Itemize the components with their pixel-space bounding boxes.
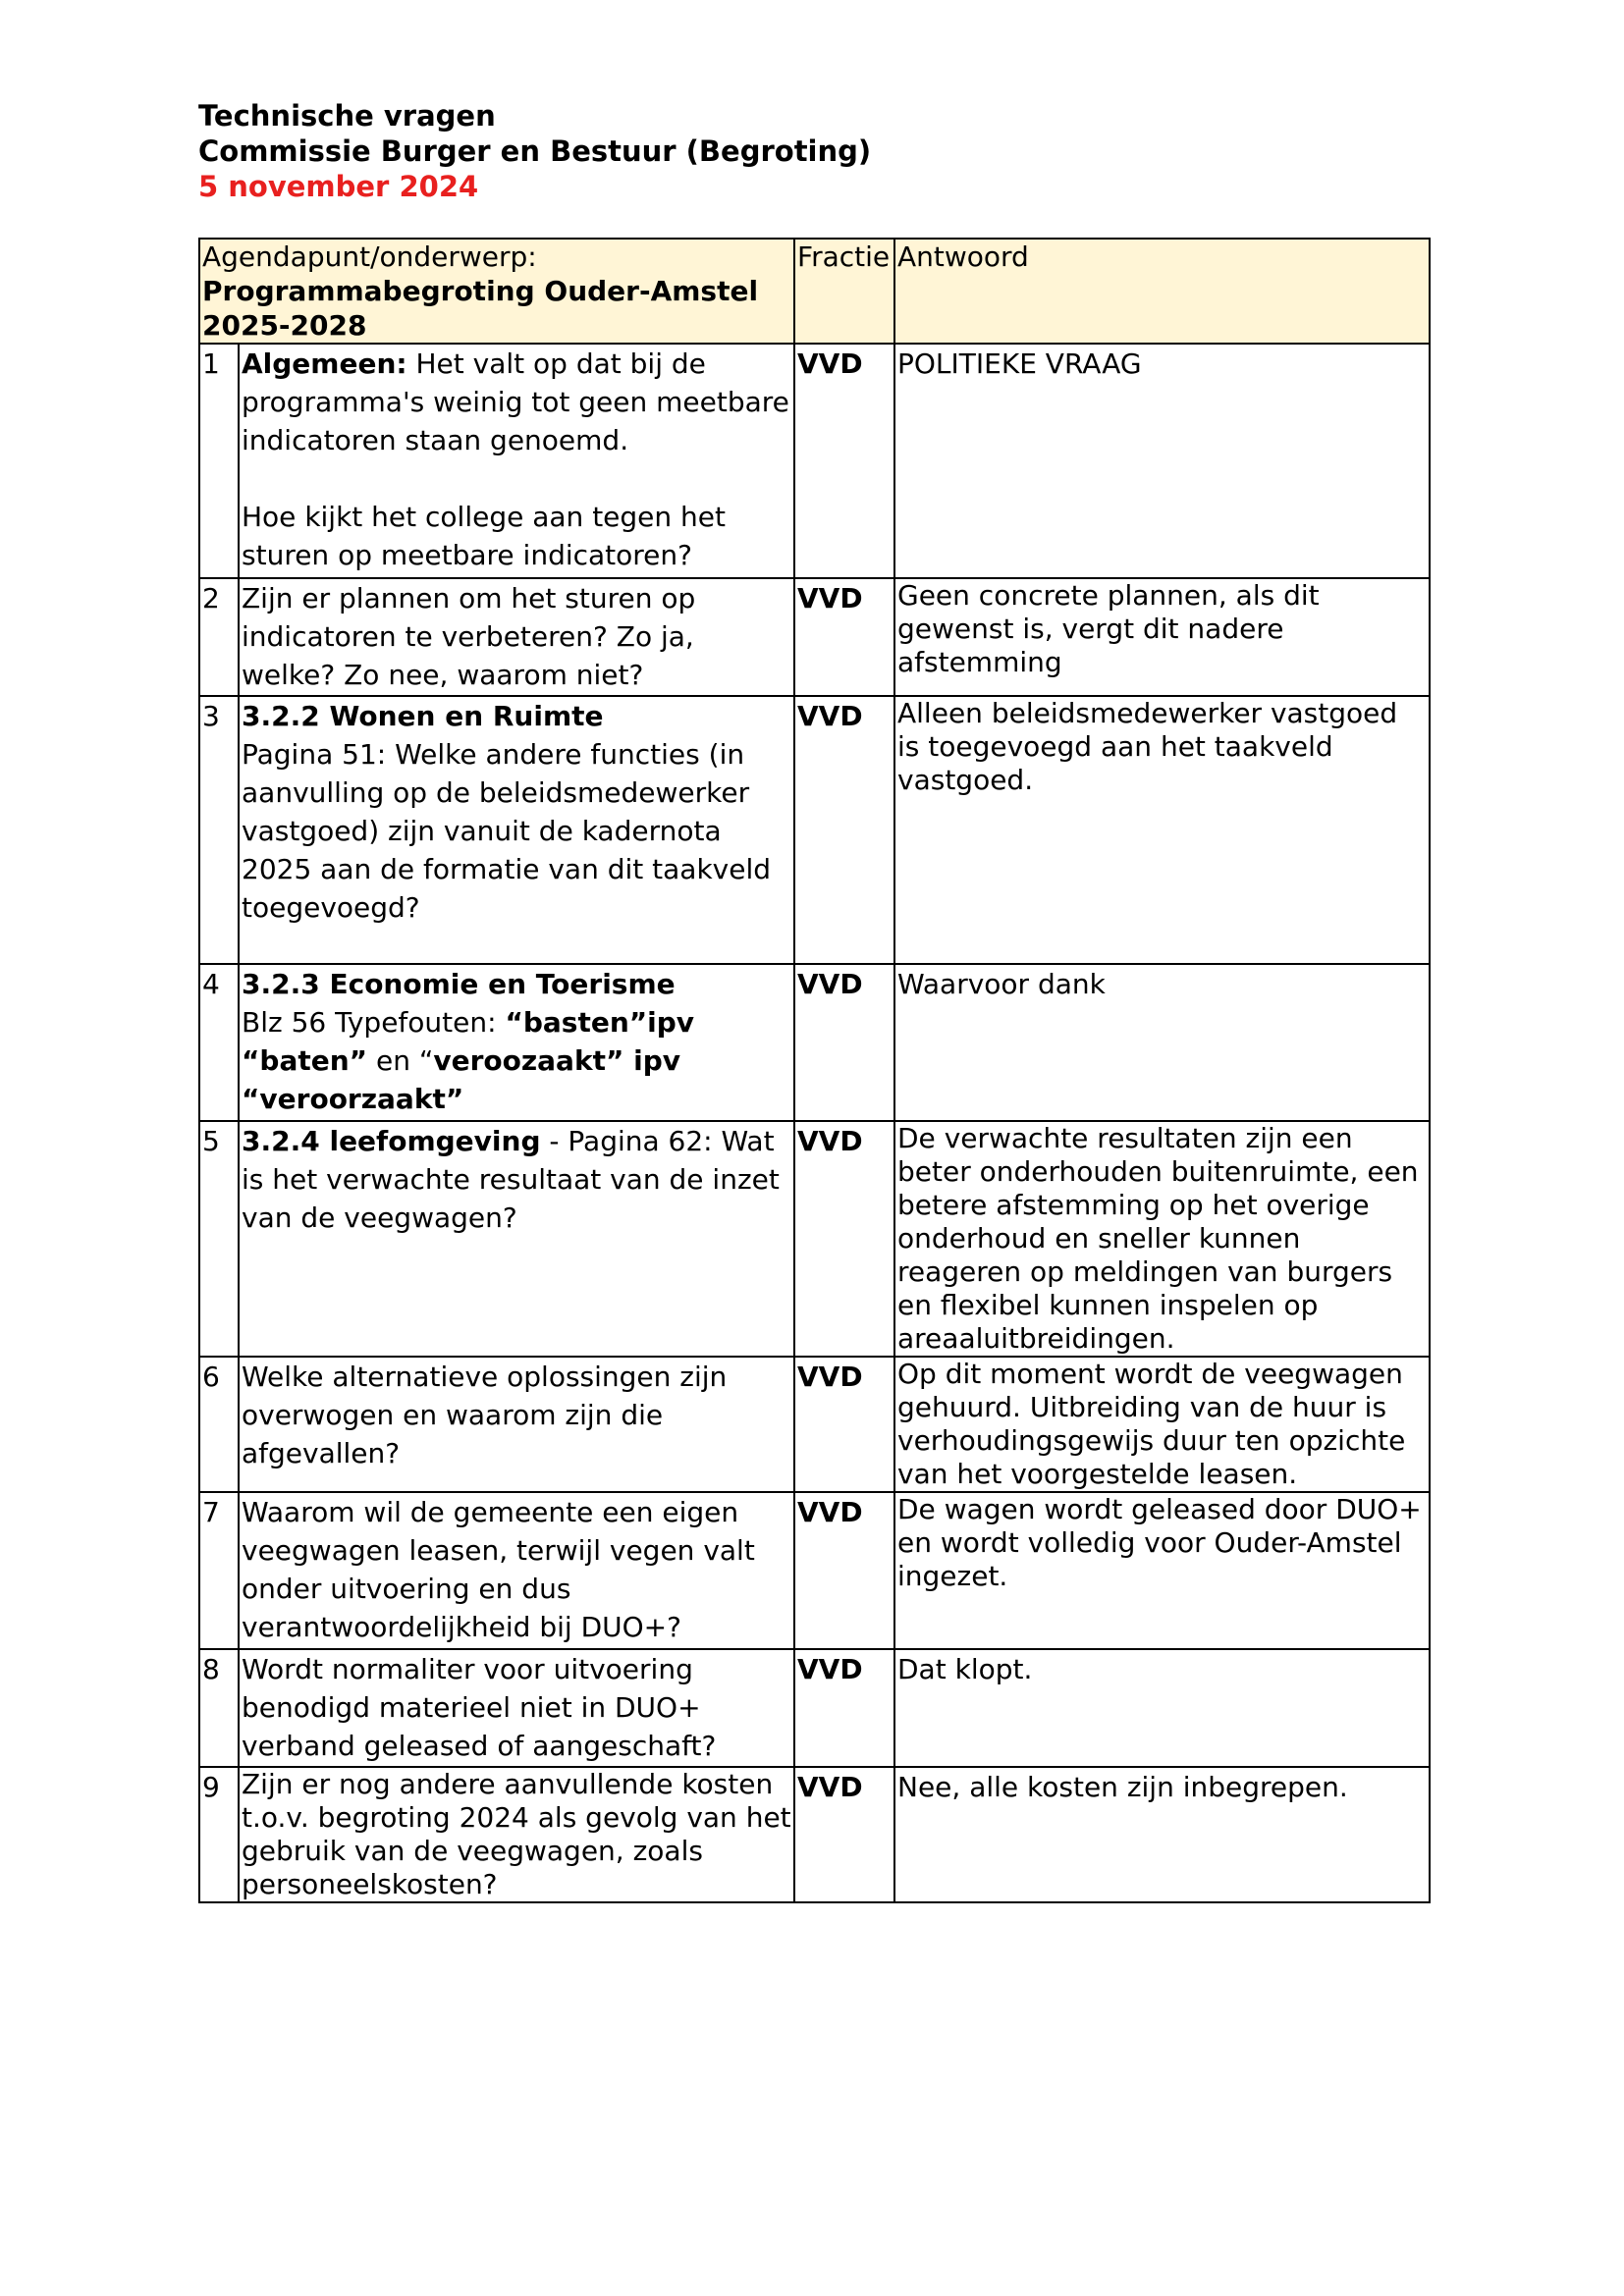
question-text: Blz 56 Typefouten: xyxy=(242,1006,506,1039)
fractie-cell xyxy=(794,1649,894,1767)
subject-title: Programmabegroting Ouder-Amstel 2025-2028 xyxy=(202,275,759,342)
fractie-header: Fractie xyxy=(794,239,894,344)
question-cell xyxy=(239,1121,794,1357)
table-row xyxy=(199,1121,1430,1357)
table-header-row xyxy=(199,239,1430,344)
table-row xyxy=(199,1767,1430,1902)
fractie-value: VVD xyxy=(797,347,863,380)
subject-label: Agendapunt/onderwerp: xyxy=(202,240,537,273)
row-number: 6 xyxy=(199,1357,239,1492)
answer-cell: De verwachte resultaten zijn een beter onderhouden buitenruimte, een betere afstemming op het overige onderhoud en sneller kunnen reageren op meldingen van burgers en flexibel kunnen inspelen op areaaluitbreidingen. xyxy=(894,1121,1430,1357)
question-cell: Wordt normaliter voor uitvoering benodigd materieel niet in DUO+ verband geleased of aangeschaft? xyxy=(239,1649,794,1767)
typo-2: veroozaakt” ipv “veroorzaakt” xyxy=(242,1044,681,1115)
question-text: Het valt op dat bij de programma's weinig tot geen meetbare indicatoren staan genoemd. xyxy=(242,347,789,456)
question-cell xyxy=(239,964,794,1121)
fractie-cell xyxy=(794,1492,894,1649)
table-row xyxy=(199,964,1430,1121)
question-cell xyxy=(239,696,794,964)
fractie-value: VVD xyxy=(797,1771,863,1803)
fractie-cell xyxy=(794,578,894,696)
row-number: 5 xyxy=(199,1121,239,1357)
fractie-value: VVD xyxy=(797,700,863,732)
fractie-value: VVD xyxy=(797,1653,863,1685)
row-number: 1 xyxy=(199,344,239,578)
question-cell: Zijn er plannen om het sturen op indicatoren te verbeteren? Zo ja, welke? Zo nee, waarom niet? xyxy=(239,578,794,696)
question-text-2: en “ xyxy=(367,1044,434,1077)
question-text: Pagina 51: Welke andere functies (in aanvulling op de beleidsmedewerker vastgoed) zijn vanuit de kadernota 2025 aan de formatie van dit taakveld toegevoegd? xyxy=(242,738,772,924)
answer-cell: Geen concrete plannen, als dit gewenst is, vergt dit nadere afstemming xyxy=(894,578,1430,696)
row-number: 7 xyxy=(199,1492,239,1649)
question-cell: Waarom wil de gemeente een eigen veegwagen leasen, terwijl vegen valt onder uitvoering en dus verantwoordelijkheid bij DUO+? xyxy=(239,1492,794,1649)
doc-subtitle: Commissie Burger en Bestuur (Begroting) xyxy=(198,134,872,168)
table-row xyxy=(199,696,1430,964)
table-row xyxy=(199,1649,1430,1767)
row-number: 9 xyxy=(199,1767,239,1902)
table-row xyxy=(199,1357,1430,1492)
answer-cell: Waarvoor dank xyxy=(894,964,1430,1121)
document-header xyxy=(198,98,871,204)
question-cell: Welke alternatieve oplossingen zijn overwogen en waarom zijn die afgevallen? xyxy=(239,1357,794,1492)
fractie-value: VVD xyxy=(797,582,863,614)
fractie-cell xyxy=(794,344,894,578)
fractie-value: VVD xyxy=(797,1361,863,1393)
table-row xyxy=(199,344,1430,578)
row-number: 4 xyxy=(199,964,239,1121)
subject-header-cell xyxy=(199,239,794,344)
question-heading: 3.2.4 leefomgeving xyxy=(242,1125,541,1157)
fractie-value: VVD xyxy=(797,968,863,1000)
answer-cell: Op dit moment wordt de veegwagen gehuurd. Uitbreiding van de huur is verhoudingsgewijs duur ten opzichte van het voorgestelde leasen. xyxy=(894,1357,1430,1492)
question-cell xyxy=(239,344,794,578)
question-heading: Algemeen: xyxy=(242,347,407,380)
row-number: 8 xyxy=(199,1649,239,1767)
question-text-2: Hoe kijkt het college aan tegen het sturen op meetbare indicatoren? xyxy=(242,501,727,571)
fractie-cell xyxy=(794,1767,894,1902)
fractie-value: VVD xyxy=(797,1125,863,1157)
answer-cell: De wagen wordt geleased door DUO+ en wordt volledig voor Ouder-Amstel ingezet. xyxy=(894,1492,1430,1649)
fractie-cell xyxy=(794,1357,894,1492)
typo-1: “basten”ipv “baten” xyxy=(242,1006,695,1077)
fractie-cell xyxy=(794,964,894,1121)
answer-cell: Dat klopt. xyxy=(894,1649,1430,1767)
questions-table xyxy=(198,238,1431,1903)
table-row xyxy=(199,1492,1430,1649)
doc-title: Technische vragen xyxy=(198,99,496,133)
row-number: 2 xyxy=(199,578,239,696)
antwoord-header: Antwoord xyxy=(894,239,1430,344)
answer-cell: POLITIEKE VRAAG xyxy=(894,344,1430,578)
question-heading: 3.2.3 Economie en Toerisme xyxy=(242,968,676,1000)
question-text: - Pagina 62: Wat is het verwachte resultaat van de inzet van de veegwagen? xyxy=(242,1125,780,1234)
question-cell: Zijn er nog andere aanvullende kosten t.o.v. begroting 2024 als gevolg van het gebruik van de veegwagen, zoals personeelskosten? xyxy=(239,1767,794,1902)
fractie-cell xyxy=(794,696,894,964)
fractie-cell xyxy=(794,1121,894,1357)
fractie-value: VVD xyxy=(797,1496,863,1528)
answer-cell: Alleen beleidsmedewerker vastgoed is toegevoegd aan het taakveld vastgoed. xyxy=(894,696,1430,964)
table-row xyxy=(199,578,1430,696)
question-heading: 3.2.2 Wonen en Ruimte xyxy=(242,700,604,732)
doc-date: 5 november 2024 xyxy=(198,170,479,203)
row-number: 3 xyxy=(199,696,239,964)
answer-cell: Nee, alle kosten zijn inbegrepen. xyxy=(894,1767,1430,1902)
